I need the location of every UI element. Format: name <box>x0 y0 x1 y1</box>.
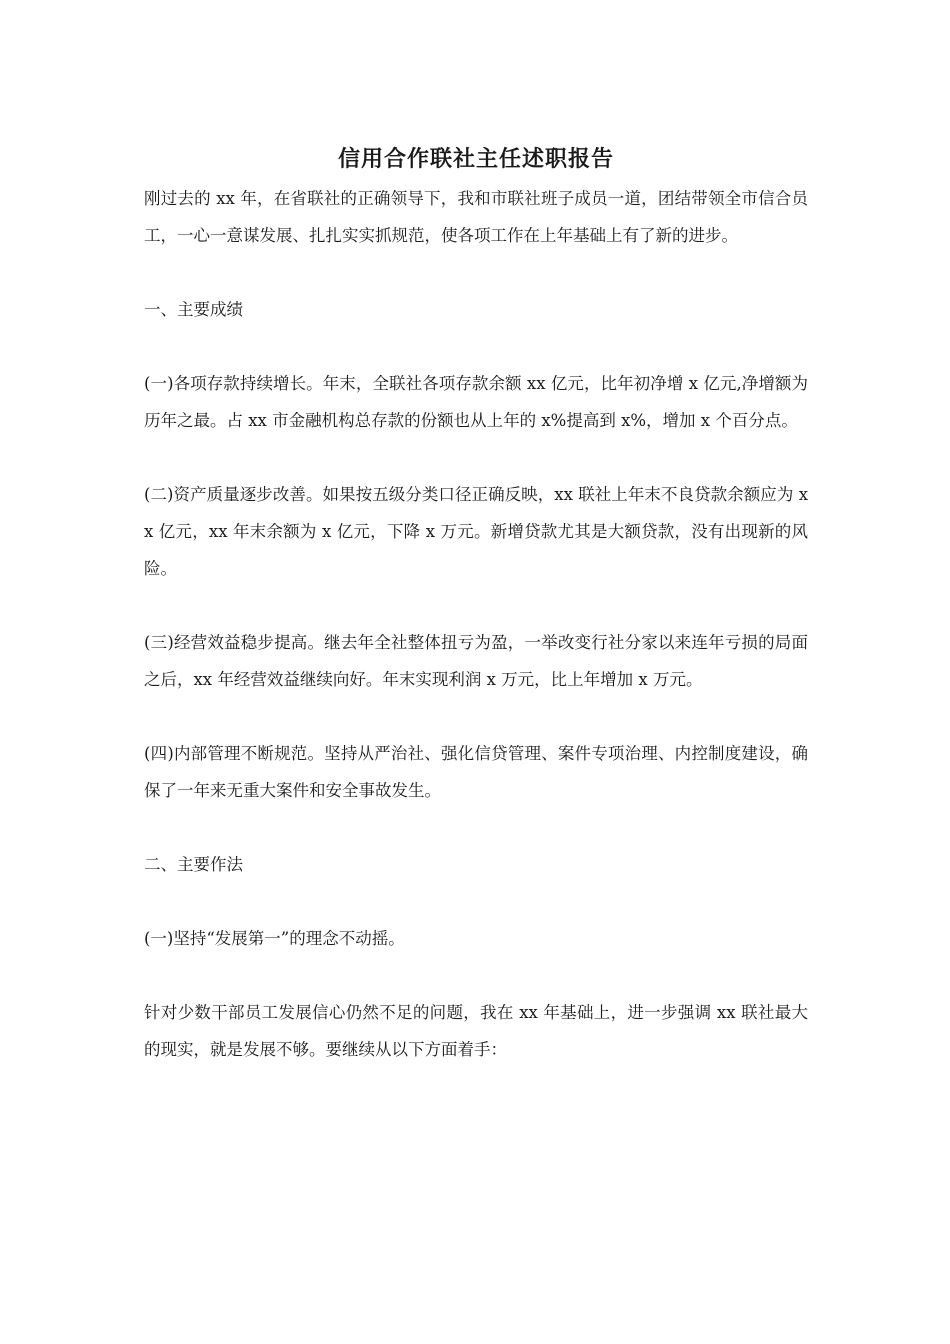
section-heading-methods: 二、主要作法 <box>144 855 243 874</box>
method-development-heading: (一)坚持“发展第一”的理念不动摇。 <box>144 929 405 948</box>
document-title: 信用合作联社主任述职报告 <box>337 146 614 172</box>
achievement-profit-paragraph: (三)经营效益稳步提高。继去年全社整体扭亏为盈，一举改变行社分家以来连年亏损的局面之后，xx 年经营效益继续向好。年末实现利润 x 万元，比上年增加 x 万元。 <box>144 633 808 689</box>
intro-paragraph: 刚过去的 xx 年，在省联社的正确领导下，我和市联社班子成员一道，团结带领全市信合员工，一心一意谋发展、扎扎实实抓规范，使各项工作在上年基础上有了新的进步。 <box>144 189 808 245</box>
document-page <box>144 138 808 1068</box>
achievement-deposits-paragraph: (一)各项存款持续增长。年末，全联社各项存款余额 xx 亿元，比年初净增 x 亿元,净增额为历年之最。占 xx 市金融机构总存款的份额也从上年的 x%提高到 x%，增加 x 个百分点。 <box>144 374 808 430</box>
section-heading-achievements: 一、主要成绩 <box>144 300 243 319</box>
achievement-management-paragraph: (四)内部管理不断规范。坚持从严治社、强化信贷管理、案件专项治理、内控制度建设，确保了一年来无重大案件和安全事故发生。 <box>144 744 808 800</box>
method-development-paragraph: 针对少数干部员工发展信心仍然不足的问题，我在 xx 年基础上，进一步强调 xx 联社最大的现实，就是发展不够。要继续从以下方面着手： <box>144 1003 808 1059</box>
achievement-asset-quality-paragraph: (二)资产质量逐步改善。如果按五级分类口径正确反映，xx 联社上年末不良贷款余额应为 xx 亿元，xx 年末余额为 x 亿元，下降 x 万元。新增贷款尤其是大额贷款，没有出现新的风险。 <box>144 485 808 578</box>
